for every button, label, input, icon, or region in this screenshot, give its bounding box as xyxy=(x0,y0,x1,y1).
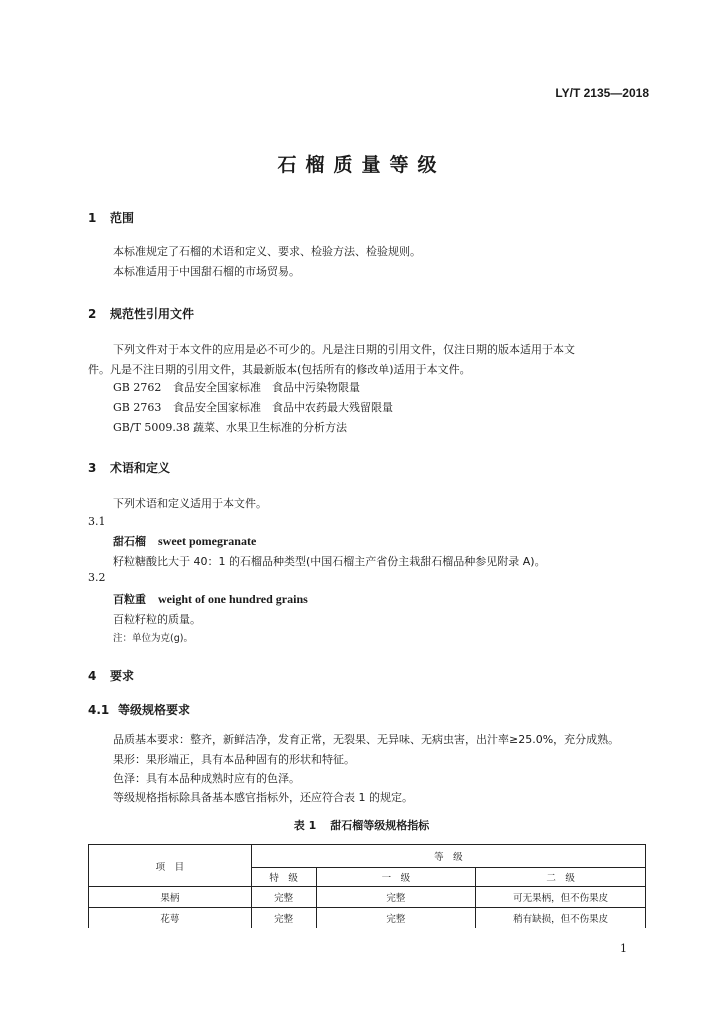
table-cell-item: 花萼 xyxy=(89,908,252,929)
table-cell: 稍有缺损，但不伤果皮 xyxy=(476,908,646,929)
term-number: 3.2 xyxy=(88,571,106,584)
section-1-heading xyxy=(88,209,134,226)
section-2-heading xyxy=(88,305,194,322)
reference-item xyxy=(113,399,393,415)
term-name: 百粒重 xyxy=(113,593,146,606)
reference-title: 食品安全国家标准 食品中污染物限量 xyxy=(173,381,360,394)
reference-code: GB/T 5009.38 xyxy=(113,421,190,434)
paragraph: 果形：果形端正，具有本品种固有的形状和特征。 xyxy=(113,753,355,766)
table-cell: 完整 xyxy=(316,887,476,908)
page-number: 1 xyxy=(620,942,627,955)
section-3-heading xyxy=(88,459,170,476)
reference-title: 蔬菜、水果卫生标准的分析方法 xyxy=(193,421,347,434)
table-cell-item: 果柄 xyxy=(89,887,252,908)
paragraph: 本标准规定了石榴的术语和定义、要求、检验方法、检验规则。 xyxy=(113,245,421,258)
reference-code: GB 2763 xyxy=(113,401,162,414)
table-caption-number: 表 1 xyxy=(293,819,317,832)
term-entry xyxy=(113,533,256,549)
table-row xyxy=(89,887,646,908)
document-title: 石榴质量等级 xyxy=(277,154,446,176)
term-english: sweet pomegranate xyxy=(158,534,257,548)
section-title: 要求 xyxy=(110,669,135,683)
table-header-grade-second: 二 级 xyxy=(476,868,646,887)
term-name: 甜石榴 xyxy=(113,535,146,548)
table-cell: 可无果柄，但不伤果皮 xyxy=(476,887,646,908)
standard-code: LY/T 2135—2018 xyxy=(555,86,649,100)
term-number: 3.1 xyxy=(88,515,106,528)
reference-code: GB 2762 xyxy=(113,381,162,394)
section-title: 规范性引用文件 xyxy=(110,307,195,321)
paragraph: 下列术语和定义适用于本文件。 xyxy=(113,497,267,510)
subsection-number: 4.1 xyxy=(88,703,110,717)
term-definition: 百粒籽粒的质量。 xyxy=(113,613,201,626)
subsection-title: 等级规格要求 xyxy=(118,703,191,717)
grade-spec-table xyxy=(88,844,646,928)
section-number: 1 xyxy=(88,211,97,225)
table-cell: 完整 xyxy=(251,887,316,908)
table-caption xyxy=(0,817,723,833)
reference-item xyxy=(113,419,347,435)
subsection-4-1-heading xyxy=(88,701,190,718)
table-cell: 完整 xyxy=(316,908,476,929)
table-header-grade: 等 级 xyxy=(251,845,645,868)
section-number: 3 xyxy=(88,461,97,475)
paragraph: 品质基本要求：整齐，新鲜洁净，发育正常，无裂果、无异味、无病虫害，出汁率≥25.0%，充分成熟。 xyxy=(113,733,620,746)
term-entry xyxy=(113,591,308,607)
section-4-heading xyxy=(88,667,134,684)
reference-title: 食品安全国家标准 食品中农药最大残留限量 xyxy=(173,401,393,414)
term-english: weight of one hundred grains xyxy=(158,592,308,606)
section-title: 范围 xyxy=(110,211,135,225)
table-row xyxy=(89,908,646,929)
term-note: 注：单位为克(g)。 xyxy=(113,633,193,644)
section-number: 4 xyxy=(88,669,97,683)
table-caption-title: 甜石榴等级规格指标 xyxy=(330,819,430,832)
section-title: 术语和定义 xyxy=(110,461,171,475)
table-cell: 完整 xyxy=(251,908,316,929)
table-header-grade-premium: 特 级 xyxy=(251,868,316,887)
paragraph: 色泽：具有本品种成熟时应有的色泽。 xyxy=(113,772,300,785)
paragraph: 下列文件对于本文件的应用是必不可少的。凡是注日期的引用文件，仅注日期的版本适用于本文 xyxy=(113,343,575,356)
reference-item xyxy=(113,379,360,395)
table-header-grade-first: 一 级 xyxy=(316,868,476,887)
term-definition: 籽粒糖酸比大于 40：1 的石榴品种类型(中国石榴主产省份主栽甜石榴品种参见附录 A)。 xyxy=(113,555,546,568)
paragraph-continued: 件。凡是不注日期的引用文件，其最新版本(包括所有的修改单)适用于本文件。 xyxy=(88,363,471,376)
paragraph: 等级规格指标除具备基本感官指标外，还应符合表 1 的规定。 xyxy=(113,791,413,804)
table-header-item: 项 目 xyxy=(89,845,252,887)
section-number: 2 xyxy=(88,307,97,321)
paragraph: 本标准适用于中国甜石榴的市场贸易。 xyxy=(113,265,300,278)
